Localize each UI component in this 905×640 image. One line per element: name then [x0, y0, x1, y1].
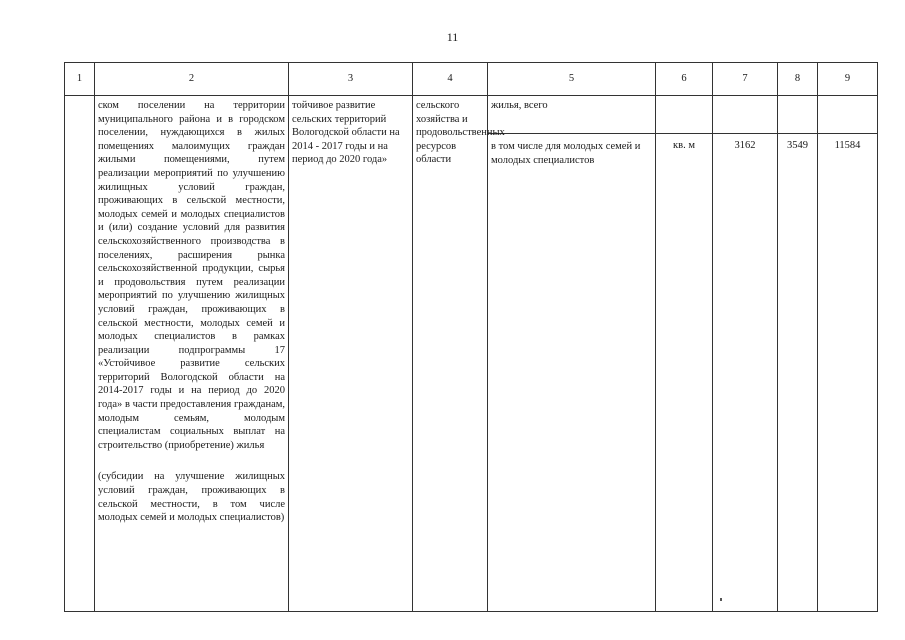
- page-number: 11: [446, 30, 459, 44]
- indicator-cell: в том числе для молодых семей и молодых специалистов: [488, 134, 656, 612]
- table-row: [65, 96, 878, 134]
- value-cell-7: 3162: [713, 134, 778, 612]
- value-cell-8: [778, 96, 818, 134]
- col1-cell: [65, 96, 95, 612]
- header-cell-4: 4: [413, 63, 488, 96]
- header-cell-8: 8: [778, 63, 818, 96]
- program-table: [64, 62, 878, 612]
- program-text: тойчивое развитие сельских территорий Вологодской области на 2014 - 2017 годы и на период до 2020 года»: [292, 100, 400, 166]
- value-cell-7: [713, 96, 778, 134]
- measure-note: (субсидии на улучшение жилищных условий граждан, проживающих в сельской местности, в том числе молодых семей и молодых специалистов): [98, 471, 285, 524]
- header-cell-6: 6: [656, 63, 713, 96]
- measure-description-cell: [95, 96, 289, 612]
- scan-speck: [720, 598, 722, 601]
- header-cell-5: 5: [488, 63, 656, 96]
- header-cell-2: 2: [95, 63, 289, 96]
- header-row: [65, 63, 878, 96]
- measure-description: ском поселении на территории муниципального района и в городском поселении, нуждающихся в жилых помещениях малоимущих граждан жилыми помещениями, путем реализации мероприятий по улучшению жилищных условий граждан, проживающих в сельской местности, молодых семей и молодых специалистов и (или) создание условий для развития сельскохозяйственного производства в поселениях, расширения рынка сельскохозяйственной продукции, сырья и продовольствия путем реализации мероприятий по улучшению жилищных условий граждан, проживающих в сельской местности, молодых семей и молодых специалистов в рамках реализации подпрограммы 17 «Устойчивое развитие сельских территорий Вологодской области на 2014-2017 годы и на период до 2020 года» в части предоставления гражданам, молодым семьям, молодым специалистам социальных выплат на строительство (приобретение) жилья: [98, 100, 285, 451]
- unit-cell: кв. м: [656, 134, 713, 612]
- header-cell-1: 1: [65, 63, 95, 96]
- header-cell-7: 7: [713, 63, 778, 96]
- header-cell-9: 9: [818, 63, 878, 96]
- responsible-text: сельского хозяйства и продовольственных ресурсов области: [416, 100, 505, 166]
- header-cell-3: 3: [289, 63, 413, 96]
- indicator-cell: жилья, всего: [488, 96, 656, 134]
- unit-cell: [656, 96, 713, 134]
- value-cell-9: 11584: [818, 134, 878, 612]
- program-cell: [289, 96, 413, 612]
- value-cell-9: [818, 96, 878, 134]
- value-cell-8: 3549: [778, 134, 818, 612]
- responsible-cell: [413, 96, 505, 612]
